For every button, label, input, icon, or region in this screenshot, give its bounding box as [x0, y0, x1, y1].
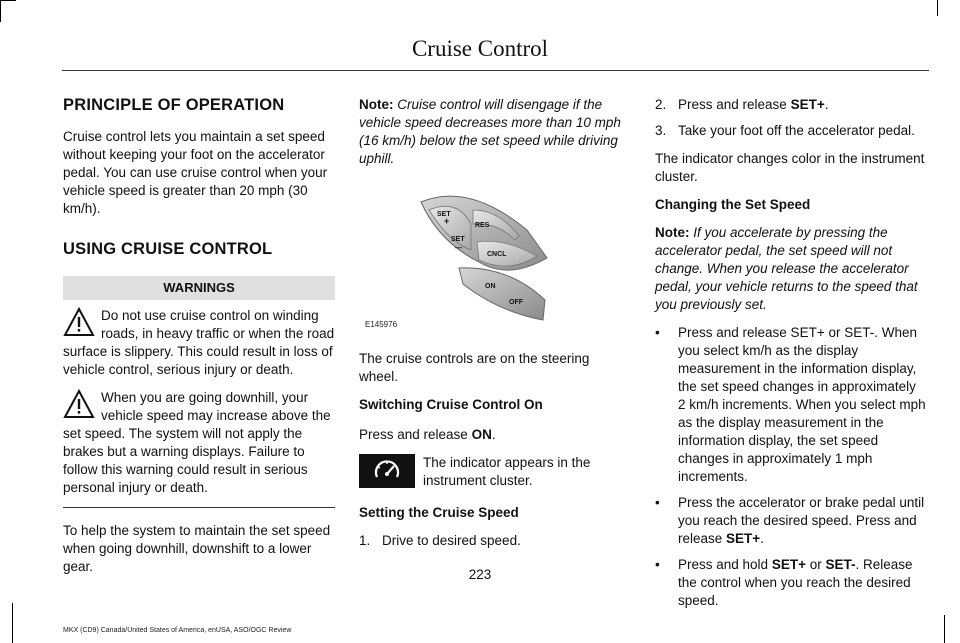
- crop-mark: [0, 0, 1, 22]
- step-bold: SET+: [790, 97, 825, 112]
- page-footer: MKX (CD9) Canada/United States of America, enUSA, ASO/OGC Review: [63, 627, 292, 634]
- crop-mark: [0, 0, 16, 1]
- cruise-indicator-icon: [359, 454, 415, 488]
- step-text: Drive to desired speed.: [382, 533, 521, 548]
- bullet-text: Press and hold: [678, 557, 772, 572]
- bullet-text-end: . Release the control when you reach the desired speed.: [678, 557, 913, 608]
- column-3: [655, 96, 927, 620]
- note-label: Note:: [359, 97, 394, 112]
- cruise-control-buttons-figure: [359, 180, 631, 340]
- column-1: [63, 96, 335, 586]
- press-release-text: Press and release: [359, 427, 472, 442]
- crop-mark: [937, 0, 938, 16]
- bullet-bold: SET+: [726, 531, 761, 546]
- page-header-title: Cruise Control: [411, 36, 549, 61]
- header-rule: [62, 70, 929, 71]
- setting-steps-continued: [655, 96, 927, 140]
- page-number: 223: [468, 567, 492, 582]
- step-number: 2.: [655, 97, 667, 112]
- note-text: Cruise control will disengage if the vehicle speed decreases more than 10 mph (16 km/h) below the set speed while driving uphill.: [359, 97, 621, 166]
- list-item: [655, 324, 927, 486]
- period: .: [491, 427, 496, 442]
- btn-plus-label: +: [444, 216, 450, 226]
- paragraph-principle: Cruise control lets you maintain a set speed without keeping your foot on the accelerator pedal. You can use cruise control when your vehicle speed is greater than 20 mph (30 km/h).: [63, 129, 328, 216]
- bullet-bold: SET+: [771, 557, 806, 572]
- indicator-text: The indicator appears in the instrument cluster.: [423, 455, 591, 488]
- indicator-block: [359, 454, 631, 490]
- bullet-mark: •: [655, 325, 660, 340]
- btn-res-label: RES: [475, 222, 490, 229]
- warning-1: [63, 307, 335, 379]
- btn-cncl-label: CNCL: [487, 251, 507, 258]
- bullet-mark: •: [655, 557, 660, 572]
- list-item: [359, 532, 631, 550]
- paragraph-downhill: To help the system to maintain the set speed when going downhill, downshift to a lower gear.: [63, 523, 331, 574]
- heading-principle: PRINCIPLE OF OPERATION: [63, 96, 285, 114]
- steering-wheel-cruise-buttons-illustration: [359, 180, 631, 340]
- bullet-text-mid: or: [805, 557, 826, 572]
- list-item: [655, 556, 927, 610]
- note-text: If you accelerate by pressing the accelerator pedal, the set speed will not change. When you release the accelerator pedal, your vehicle returns to the speed that you previously set.: [655, 225, 918, 312]
- warning-triangle-icon: [63, 307, 95, 337]
- bullet-text: Press and release SET+ or SET-. When you select km/h as the display measurement in the information display, the set speed changes in approximately 2 km/h increments. When you select mph as the display measurement in the information display, the set speed changes in approximately 1 mph increments.: [678, 325, 926, 484]
- setting-steps: [359, 532, 631, 550]
- paragraph-controls: The cruise controls are on the steering wheel.: [359, 351, 590, 384]
- figure-code: E145976: [365, 320, 398, 329]
- warning-triangle-icon: [63, 389, 95, 419]
- heading-setting: Setting the Cruise Speed: [359, 505, 519, 520]
- heading-switching: Switching Cruise Control On: [359, 397, 543, 412]
- paragraph-indicator-color: The indicator changes color in the instrument cluster.: [655, 151, 925, 184]
- btn-off-label: OFF: [509, 299, 523, 306]
- warning-2-text: When you are going downhill, your vehicle speed may increase above the set speed. The system will not apply the brakes but a warning displays. Failure to follow this warning could result in serious personal injury or death.: [63, 390, 331, 495]
- bullet-text: Press the accelerator or brake pedal until you reach the desired speed. Press and release: [678, 495, 925, 546]
- list-item: [655, 96, 927, 114]
- step-text: Take your foot off the accelerator pedal.: [678, 123, 915, 138]
- warnings-header: WARNINGS: [63, 276, 335, 300]
- column-2: [359, 96, 631, 560]
- crop-mark: [12, 603, 13, 643]
- note-uphill: [359, 96, 631, 168]
- note-accelerate: [655, 224, 927, 314]
- step-number: 3.: [655, 123, 667, 138]
- warnings-end-rule: [63, 507, 335, 508]
- step-number: 1.: [359, 533, 371, 548]
- heading-changing: Changing the Set Speed: [655, 197, 811, 212]
- warning-2: [63, 389, 335, 497]
- btn-minus-label: —: [455, 245, 462, 252]
- bullet-bold: SET-: [825, 557, 856, 572]
- crop-mark: [944, 615, 945, 643]
- paragraph-press-on: [359, 426, 631, 444]
- btn-on-label: ON: [485, 283, 496, 290]
- on-label: ON: [471, 427, 492, 442]
- note-label: Note:: [655, 225, 690, 240]
- btn-set2-label: SET: [451, 236, 465, 243]
- list-item: [655, 494, 927, 548]
- heading-using: USING CRUISE CONTROL: [63, 240, 273, 258]
- warning-1-text: Do not use cruise control on winding roads, in heavy traffic or when the road surface is slippery. This could result in loss of vehicle control, serious injury or death.: [63, 308, 335, 377]
- btn-set-label: SET: [437, 211, 451, 218]
- bullet-text-end: .: [760, 531, 764, 546]
- list-item: [655, 122, 927, 140]
- step-text-end: .: [824, 97, 829, 112]
- bullet-mark: •: [655, 495, 660, 510]
- step-text: Press and release: [678, 97, 791, 112]
